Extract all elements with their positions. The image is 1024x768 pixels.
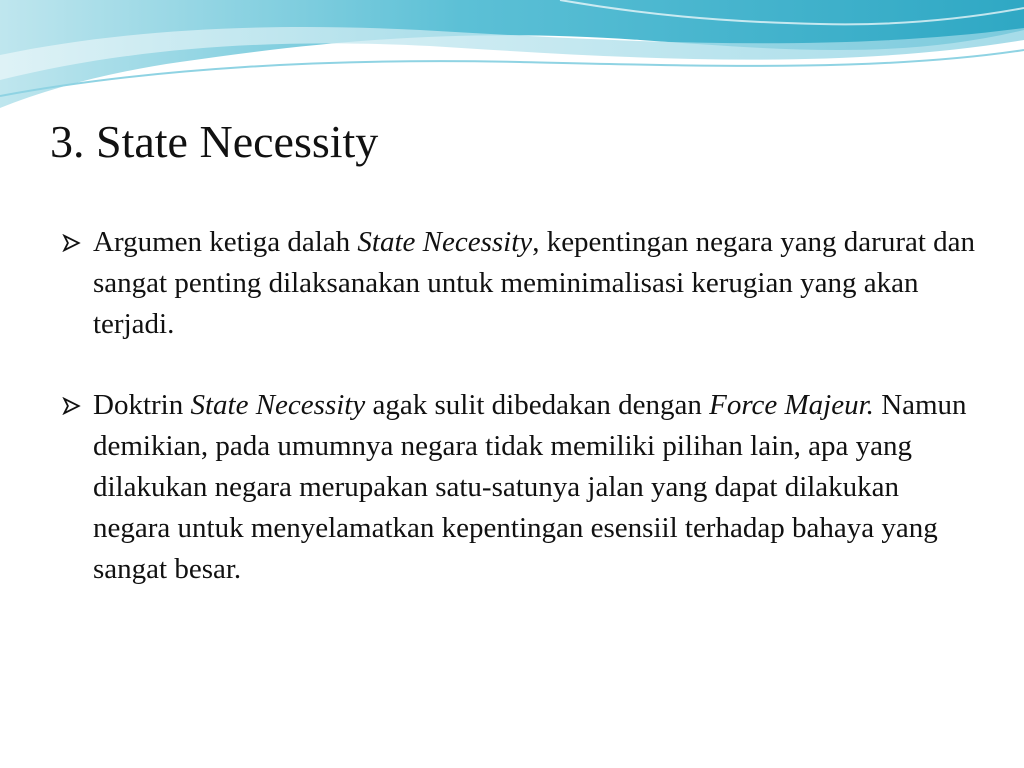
bullet-item <box>62 222 982 345</box>
bullet-text-run: , kepentingan negara yang darurat dan sangat penting dilaksanakan untuk meminimalisasi kerugian yang akan terjadi. <box>93 226 976 340</box>
arrowhead-bullet-icon <box>62 234 81 252</box>
bullet-list <box>62 222 982 630</box>
bullet-text-run: agak sulit dibedakan dengan <box>365 389 710 421</box>
italic-term: Force Majeur. <box>709 389 874 421</box>
bullet-item <box>62 385 982 590</box>
header-wave-decoration <box>0 0 1024 130</box>
arrowhead-bullet-icon <box>62 397 81 415</box>
italic-term: State Necessity <box>357 226 533 258</box>
bullet-text-run: Argumen ketiga dalah <box>93 226 358 258</box>
bullet-text <box>93 226 975 340</box>
italic-term: State Necessity <box>190 389 366 421</box>
bullet-text-run: Doktrin <box>93 389 191 421</box>
bullet-text-run: Namun demikian, pada umumnya negara tidak memiliki pilihan lain, apa yang dilakukan negara merupakan satu-satunya jalan yang dapat dilakukan negara untuk menyelamatkan kepentingan esensiil terhadap bahaya yang sangat besar. <box>93 389 967 585</box>
slide-title: 3. State Necessity <box>50 116 379 167</box>
bullet-text <box>93 389 967 585</box>
